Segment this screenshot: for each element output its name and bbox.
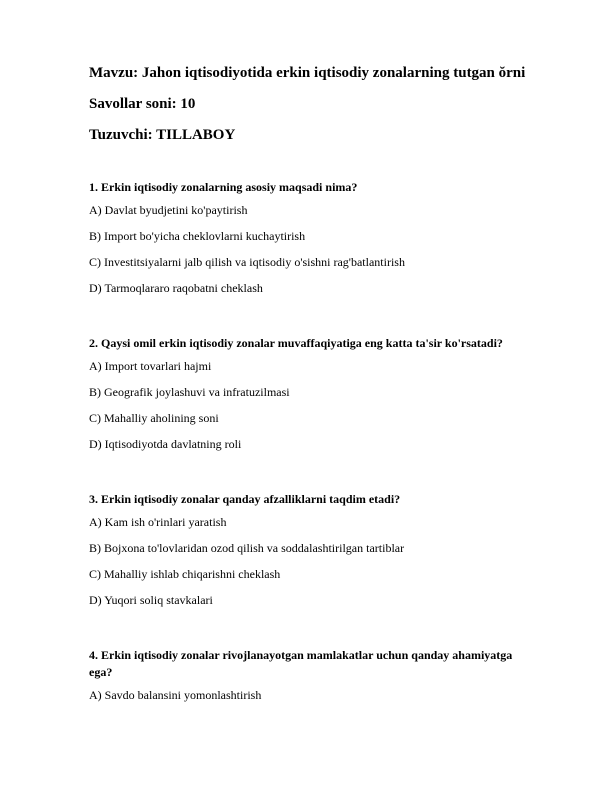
answer-option: A) Kam ish o'rinlari yaratish bbox=[89, 515, 227, 529]
question-title: 2. Qaysi omil erkin iqtisodiy zonalar muvaffaqiyatiga eng katta ta'sir ko'rsatadi? bbox=[89, 336, 503, 350]
question-3 bbox=[89, 491, 529, 619]
question-1 bbox=[89, 179, 529, 307]
answer-option: B) Geografik joylashuvi va infratuzilmasi bbox=[89, 385, 290, 399]
document-author: Tuzuvchi: TILLABOY bbox=[89, 127, 236, 143]
question-title: 1. Erkin iqtisodiy zonalarning asosiy maqsadi nima? bbox=[89, 180, 358, 194]
answer-option: B) Bojxona to'lovlaridan ozod qilish va soddalashtirilgan tartiblar bbox=[89, 541, 405, 555]
document-page bbox=[89, 64, 529, 714]
answer-option: D) Yuqori soliq stavkalari bbox=[89, 593, 213, 607]
question-title: 4. Erkin iqtisodiy zonalar rivojlanayotgan mamlakatlar uchun qanday ahamiyatga ega? bbox=[89, 648, 513, 679]
answer-option: B) Import bo'yicha cheklovlarni kuchaytirish bbox=[89, 229, 306, 243]
answer-option: A) Davlat byudjetini ko'paytirish bbox=[89, 203, 248, 217]
answer-option: D) Tarmoqlararo raqobatni cheklash bbox=[89, 281, 263, 295]
question-2 bbox=[89, 335, 529, 463]
answer-option: C) Mahalliy ishlab chiqarishni cheklash bbox=[89, 567, 281, 581]
question-4 bbox=[89, 647, 529, 714]
answer-option: C) Investitsiyalarni jalb qilish va iqtisodiy o'sishni rag'batlantirish bbox=[89, 255, 405, 269]
answer-option: D) Iqtisodiyotda davlatning roli bbox=[89, 437, 242, 451]
document-topic: Mavzu: Jahon iqtisodiyotida erkin iqtisodiy zonalarning tutgan ŏrni bbox=[89, 65, 526, 81]
answer-option: A) Savdo balansini yomonlashtirish bbox=[89, 688, 262, 702]
answer-option: A) Import tovarlari hajmi bbox=[89, 359, 212, 373]
question-title: 3. Erkin iqtisodiy zonalar qanday afzalliklarni taqdim etadi? bbox=[89, 492, 401, 506]
answer-option: C) Mahalliy aholining soni bbox=[89, 411, 219, 425]
question-count: Savollar soni: 10 bbox=[89, 96, 196, 112]
